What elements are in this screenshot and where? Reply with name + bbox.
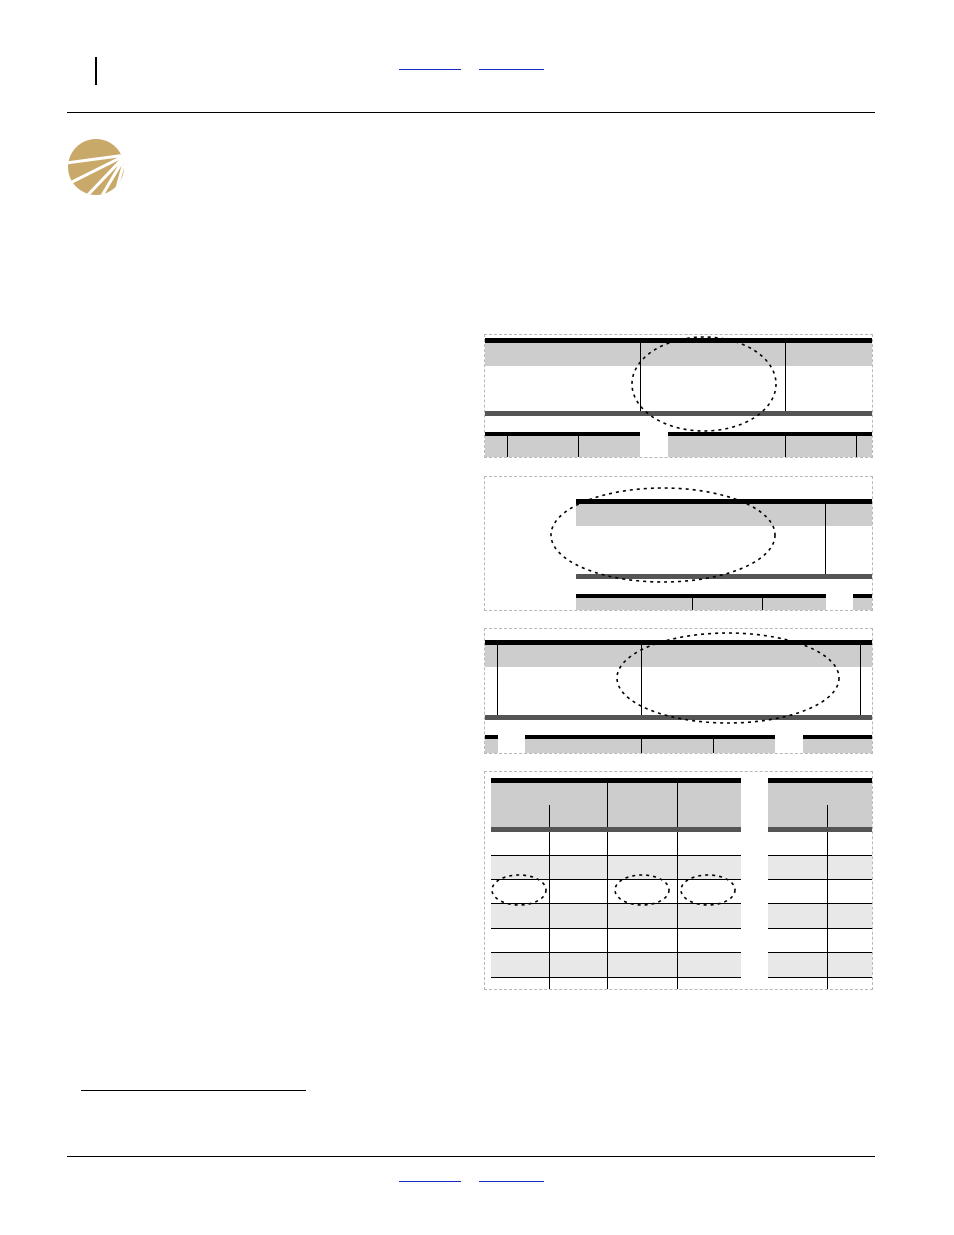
figure-panel-4	[484, 771, 873, 990]
footer-link-1[interactable]	[399, 1167, 461, 1182]
figure-panel-2	[484, 476, 873, 611]
brand-sun-logo-icon	[66, 137, 126, 197]
header-link-2[interactable]	[479, 55, 544, 70]
figure-panel-2-graphic	[485, 477, 872, 610]
footnote-rule	[81, 1090, 306, 1091]
figure-panel-1-graphic	[485, 335, 872, 457]
figure-panel-3	[484, 628, 873, 754]
figure-panel-3-graphic	[485, 629, 872, 753]
header-margin-bar	[95, 57, 97, 85]
header-rule	[67, 112, 875, 113]
header-link-1[interactable]	[399, 55, 461, 70]
figure-panel-1	[484, 334, 873, 458]
footer-rule	[67, 1156, 875, 1157]
figure-panel-4-graphic	[485, 772, 872, 989]
footer-link-2[interactable]	[479, 1167, 544, 1182]
